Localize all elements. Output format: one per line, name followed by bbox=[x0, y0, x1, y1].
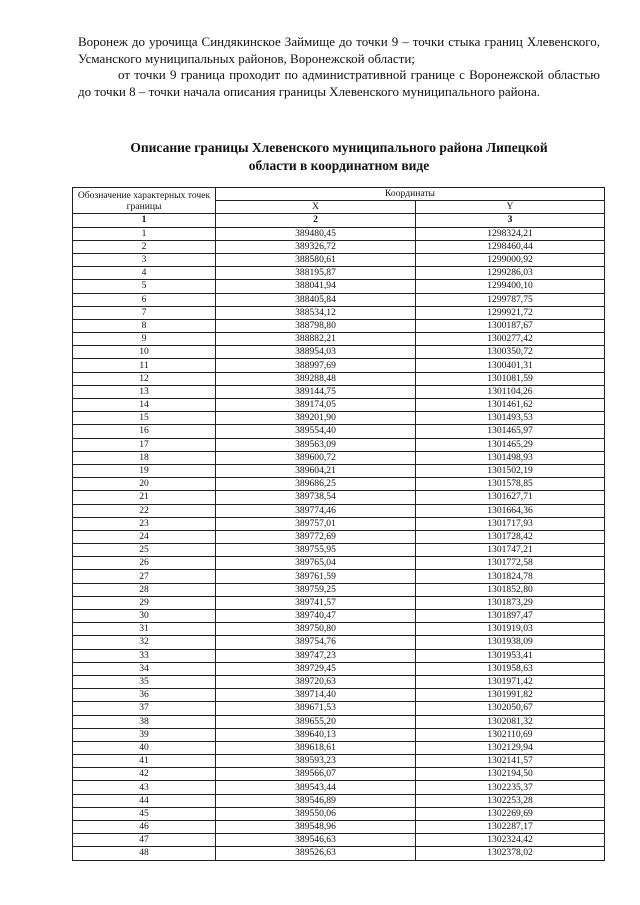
table-row bbox=[73, 636, 605, 649]
x-coordinate-cell: 388882,21 bbox=[216, 333, 416, 346]
point-number-cell: 41 bbox=[73, 755, 216, 768]
x-coordinate-cell: 388580,61 bbox=[216, 253, 416, 266]
point-number-cell: 33 bbox=[73, 649, 216, 662]
table-row bbox=[73, 504, 605, 517]
x-coordinate-cell: 389759,25 bbox=[216, 583, 416, 596]
x-coordinate-cell: 389563,09 bbox=[216, 438, 416, 451]
y-coordinate-cell: 1300401,31 bbox=[416, 359, 605, 372]
y-coordinate-cell: 1302081,32 bbox=[416, 715, 605, 728]
x-coordinate-cell: 389618,61 bbox=[216, 741, 416, 754]
table-row bbox=[73, 662, 605, 675]
y-coordinate-cell: 1302287,17 bbox=[416, 821, 605, 834]
table-row bbox=[73, 359, 605, 372]
point-number-cell: 3 bbox=[73, 253, 216, 266]
column-number-1: 1 bbox=[73, 214, 216, 227]
point-number-cell: 10 bbox=[73, 346, 216, 359]
x-coordinate-cell: 389747,23 bbox=[216, 649, 416, 662]
point-number-cell: 2 bbox=[73, 240, 216, 253]
y-coordinate-cell: 1301852,80 bbox=[416, 583, 605, 596]
point-number-cell: 23 bbox=[73, 517, 216, 530]
x-coordinate-cell: 388405,84 bbox=[216, 293, 416, 306]
x-coordinate-cell: 389288,48 bbox=[216, 372, 416, 385]
table-row bbox=[73, 385, 605, 398]
point-number-cell: 18 bbox=[73, 451, 216, 464]
y-coordinate-cell: 1301971,42 bbox=[416, 675, 605, 688]
point-number-cell: 40 bbox=[73, 741, 216, 754]
y-coordinate-cell: 1301465,97 bbox=[416, 425, 605, 438]
x-coordinate-cell: 389600,72 bbox=[216, 451, 416, 464]
point-number-cell: 6 bbox=[73, 293, 216, 306]
intro-paragraph-1: Воронеж до урочища Синдякинское Займище до точки 9 – точки стыка границ Хлевенского, Усманского муниципальных районов, Воронежской области; bbox=[78, 34, 600, 66]
point-number-cell: 5 bbox=[73, 280, 216, 293]
x-coordinate-cell: 389543,44 bbox=[216, 781, 416, 794]
table-row bbox=[73, 227, 605, 240]
point-number-cell: 25 bbox=[73, 544, 216, 557]
point-number-cell: 8 bbox=[73, 319, 216, 332]
point-number-cell: 13 bbox=[73, 385, 216, 398]
point-number-cell: 17 bbox=[73, 438, 216, 451]
table-row bbox=[73, 728, 605, 741]
y-coordinate-cell: 1302235,37 bbox=[416, 781, 605, 794]
table-row bbox=[73, 517, 605, 530]
table-row bbox=[73, 755, 605, 768]
y-coordinate-cell: 1301502,19 bbox=[416, 464, 605, 477]
point-number-cell: 34 bbox=[73, 662, 216, 675]
y-coordinate-cell: 1301953,41 bbox=[416, 649, 605, 662]
point-number-cell: 44 bbox=[73, 794, 216, 807]
x-coordinate-cell: 389765,04 bbox=[216, 557, 416, 570]
point-number-cell: 32 bbox=[73, 636, 216, 649]
x-coordinate-cell: 389593,23 bbox=[216, 755, 416, 768]
y-coordinate-cell: 1302324,42 bbox=[416, 834, 605, 847]
table-row bbox=[73, 280, 605, 293]
y-coordinate-cell: 1299787,75 bbox=[416, 293, 605, 306]
x-coordinate-cell: 389546,63 bbox=[216, 834, 416, 847]
point-number-cell: 45 bbox=[73, 807, 216, 820]
x-coordinate-cell: 388798,80 bbox=[216, 319, 416, 332]
point-number-cell: 16 bbox=[73, 425, 216, 438]
table-row bbox=[73, 478, 605, 491]
point-number-cell: 21 bbox=[73, 491, 216, 504]
x-coordinate-cell: 389548,96 bbox=[216, 821, 416, 834]
table-row bbox=[73, 240, 605, 253]
y-coordinate-cell: 1301627,71 bbox=[416, 491, 605, 504]
x-coordinate-cell: 389550,06 bbox=[216, 807, 416, 820]
y-coordinate-cell: 1299400,10 bbox=[416, 280, 605, 293]
x-coordinate-cell: 389655,20 bbox=[216, 715, 416, 728]
table-row bbox=[73, 768, 605, 781]
table-body bbox=[73, 227, 605, 860]
y-coordinate-cell: 1301824,78 bbox=[416, 570, 605, 583]
y-coordinate-cell: 1301498,93 bbox=[416, 451, 605, 464]
table-row bbox=[73, 267, 605, 280]
point-number-cell: 36 bbox=[73, 689, 216, 702]
table-row bbox=[73, 306, 605, 319]
table-row bbox=[73, 293, 605, 306]
y-coordinate-cell: 1299921,72 bbox=[416, 306, 605, 319]
section-heading bbox=[78, 139, 600, 175]
table-row bbox=[73, 649, 605, 662]
coordinates-table bbox=[72, 187, 605, 861]
section-heading-line-2: области в координатном виде bbox=[248, 158, 430, 173]
x-coordinate-cell: 389741,57 bbox=[216, 596, 416, 609]
point-number-cell: 26 bbox=[73, 557, 216, 570]
table-row bbox=[73, 715, 605, 728]
header-coordinates: Координаты bbox=[216, 188, 605, 201]
point-number-cell: 30 bbox=[73, 610, 216, 623]
table-row bbox=[73, 610, 605, 623]
x-coordinate-cell: 389174,05 bbox=[216, 399, 416, 412]
y-coordinate-cell: 1300350,72 bbox=[416, 346, 605, 359]
y-coordinate-cell: 1302194,50 bbox=[416, 768, 605, 781]
y-coordinate-cell: 1301919,03 bbox=[416, 623, 605, 636]
y-coordinate-cell: 1302129,94 bbox=[416, 741, 605, 754]
y-coordinate-cell: 1301717,93 bbox=[416, 517, 605, 530]
x-coordinate-cell: 389526,63 bbox=[216, 847, 416, 860]
table-row bbox=[73, 491, 605, 504]
x-coordinate-cell: 389772,69 bbox=[216, 530, 416, 543]
table-row bbox=[73, 702, 605, 715]
point-number-cell: 24 bbox=[73, 530, 216, 543]
table-row bbox=[73, 675, 605, 688]
point-number-cell: 37 bbox=[73, 702, 216, 715]
y-coordinate-cell: 1299000,92 bbox=[416, 253, 605, 266]
x-coordinate-cell: 389640,13 bbox=[216, 728, 416, 741]
x-coordinate-cell: 389720,63 bbox=[216, 675, 416, 688]
x-coordinate-cell: 388954,03 bbox=[216, 346, 416, 359]
x-coordinate-cell: 388195,87 bbox=[216, 267, 416, 280]
y-coordinate-cell: 1299286,03 bbox=[416, 267, 605, 280]
y-coordinate-cell: 1301081,59 bbox=[416, 372, 605, 385]
y-coordinate-cell: 1302050,67 bbox=[416, 702, 605, 715]
column-number-2: 2 bbox=[216, 214, 416, 227]
y-coordinate-cell: 1302269,69 bbox=[416, 807, 605, 820]
table-row bbox=[73, 596, 605, 609]
table-row bbox=[73, 689, 605, 702]
point-number-cell: 46 bbox=[73, 821, 216, 834]
y-coordinate-cell: 1302253,28 bbox=[416, 794, 605, 807]
point-number-cell: 29 bbox=[73, 596, 216, 609]
table-row bbox=[73, 834, 605, 847]
x-coordinate-cell: 389774,46 bbox=[216, 504, 416, 517]
x-coordinate-cell: 389686,25 bbox=[216, 478, 416, 491]
point-number-cell: 28 bbox=[73, 583, 216, 596]
x-coordinate-cell: 389326,72 bbox=[216, 240, 416, 253]
header-point-designation: Обозначение характерных точек границы bbox=[73, 188, 216, 214]
header-y: Y bbox=[416, 201, 605, 214]
table-row bbox=[73, 412, 605, 425]
point-number-cell: 42 bbox=[73, 768, 216, 781]
y-coordinate-cell: 1301493,53 bbox=[416, 412, 605, 425]
point-number-cell: 4 bbox=[73, 267, 216, 280]
x-coordinate-cell: 389554,40 bbox=[216, 425, 416, 438]
point-number-cell: 19 bbox=[73, 464, 216, 477]
table-row bbox=[73, 438, 605, 451]
y-coordinate-cell: 1302110,69 bbox=[416, 728, 605, 741]
table-row bbox=[73, 372, 605, 385]
point-number-cell: 20 bbox=[73, 478, 216, 491]
point-number-cell: 15 bbox=[73, 412, 216, 425]
x-coordinate-cell: 389144,75 bbox=[216, 385, 416, 398]
x-coordinate-cell: 389755,95 bbox=[216, 544, 416, 557]
point-number-cell: 48 bbox=[73, 847, 216, 860]
x-coordinate-cell: 388997,69 bbox=[216, 359, 416, 372]
table-row bbox=[73, 425, 605, 438]
table-row bbox=[73, 741, 605, 754]
y-coordinate-cell: 1302378,02 bbox=[416, 847, 605, 860]
y-coordinate-cell: 1301991,82 bbox=[416, 689, 605, 702]
table-row bbox=[73, 570, 605, 583]
x-coordinate-cell: 389566,07 bbox=[216, 768, 416, 781]
y-coordinate-cell: 1301461,62 bbox=[416, 399, 605, 412]
point-number-cell: 1 bbox=[73, 227, 216, 240]
x-coordinate-cell: 389740,47 bbox=[216, 610, 416, 623]
x-coordinate-cell: 389729,45 bbox=[216, 662, 416, 675]
intro-paragraph-2: от точки 9 граница проходит по административной границе с Воронежской областью до точки 8 – точки начала описания границы Хлевенского муниципального района. bbox=[78, 67, 600, 99]
table-row bbox=[73, 794, 605, 807]
table-row bbox=[73, 253, 605, 266]
x-coordinate-cell: 389761,59 bbox=[216, 570, 416, 583]
table-row bbox=[73, 399, 605, 412]
point-number-cell: 12 bbox=[73, 372, 216, 385]
table-row bbox=[73, 530, 605, 543]
table-row bbox=[73, 807, 605, 820]
point-number-cell: 39 bbox=[73, 728, 216, 741]
table-row bbox=[73, 781, 605, 794]
table-row bbox=[73, 583, 605, 596]
x-coordinate-cell: 389604,21 bbox=[216, 464, 416, 477]
y-coordinate-cell: 1300187,67 bbox=[416, 319, 605, 332]
point-number-cell: 9 bbox=[73, 333, 216, 346]
point-number-cell: 7 bbox=[73, 306, 216, 319]
y-coordinate-cell: 1301664,36 bbox=[416, 504, 605, 517]
y-coordinate-cell: 1298324,21 bbox=[416, 227, 605, 240]
y-coordinate-cell: 1298460,44 bbox=[416, 240, 605, 253]
table-row bbox=[73, 346, 605, 359]
table-row bbox=[73, 319, 605, 332]
table-row bbox=[73, 464, 605, 477]
y-coordinate-cell: 1301938,09 bbox=[416, 636, 605, 649]
y-coordinate-cell: 1301578,85 bbox=[416, 478, 605, 491]
intro-text bbox=[78, 34, 600, 100]
point-number-cell: 31 bbox=[73, 623, 216, 636]
y-coordinate-cell: 1301104,26 bbox=[416, 385, 605, 398]
x-coordinate-cell: 389754,76 bbox=[216, 636, 416, 649]
table-row bbox=[73, 821, 605, 834]
point-number-cell: 14 bbox=[73, 399, 216, 412]
header-x: X bbox=[216, 201, 416, 214]
point-number-cell: 38 bbox=[73, 715, 216, 728]
table-row bbox=[73, 557, 605, 570]
table-row bbox=[73, 623, 605, 636]
x-coordinate-cell: 389480,45 bbox=[216, 227, 416, 240]
y-coordinate-cell: 1301873,29 bbox=[416, 596, 605, 609]
table-row bbox=[73, 451, 605, 464]
x-coordinate-cell: 389738,54 bbox=[216, 491, 416, 504]
table-row bbox=[73, 333, 605, 346]
y-coordinate-cell: 1301897,47 bbox=[416, 610, 605, 623]
table-row bbox=[73, 544, 605, 557]
x-coordinate-cell: 389201,90 bbox=[216, 412, 416, 425]
x-coordinate-cell: 389671,53 bbox=[216, 702, 416, 715]
point-number-cell: 27 bbox=[73, 570, 216, 583]
y-coordinate-cell: 1301728,42 bbox=[416, 530, 605, 543]
column-number-3: 3 bbox=[416, 214, 605, 227]
point-number-cell: 47 bbox=[73, 834, 216, 847]
y-coordinate-cell: 1301958,63 bbox=[416, 662, 605, 675]
x-coordinate-cell: 388041,94 bbox=[216, 280, 416, 293]
x-coordinate-cell: 388534,12 bbox=[216, 306, 416, 319]
y-coordinate-cell: 1301465,29 bbox=[416, 438, 605, 451]
y-coordinate-cell: 1302141,57 bbox=[416, 755, 605, 768]
y-coordinate-cell: 1301772,58 bbox=[416, 557, 605, 570]
y-coordinate-cell: 1300277,42 bbox=[416, 333, 605, 346]
table-row bbox=[73, 847, 605, 860]
x-coordinate-cell: 389757,01 bbox=[216, 517, 416, 530]
point-number-cell: 11 bbox=[73, 359, 216, 372]
section-heading-line-1: Описание границы Хлевенского муниципального района Липецкой bbox=[130, 140, 548, 155]
point-number-cell: 22 bbox=[73, 504, 216, 517]
y-coordinate-cell: 1301747,21 bbox=[416, 544, 605, 557]
x-coordinate-cell: 389714,40 bbox=[216, 689, 416, 702]
point-number-cell: 35 bbox=[73, 675, 216, 688]
x-coordinate-cell: 389750,80 bbox=[216, 623, 416, 636]
x-coordinate-cell: 389546,89 bbox=[216, 794, 416, 807]
point-number-cell: 43 bbox=[73, 781, 216, 794]
